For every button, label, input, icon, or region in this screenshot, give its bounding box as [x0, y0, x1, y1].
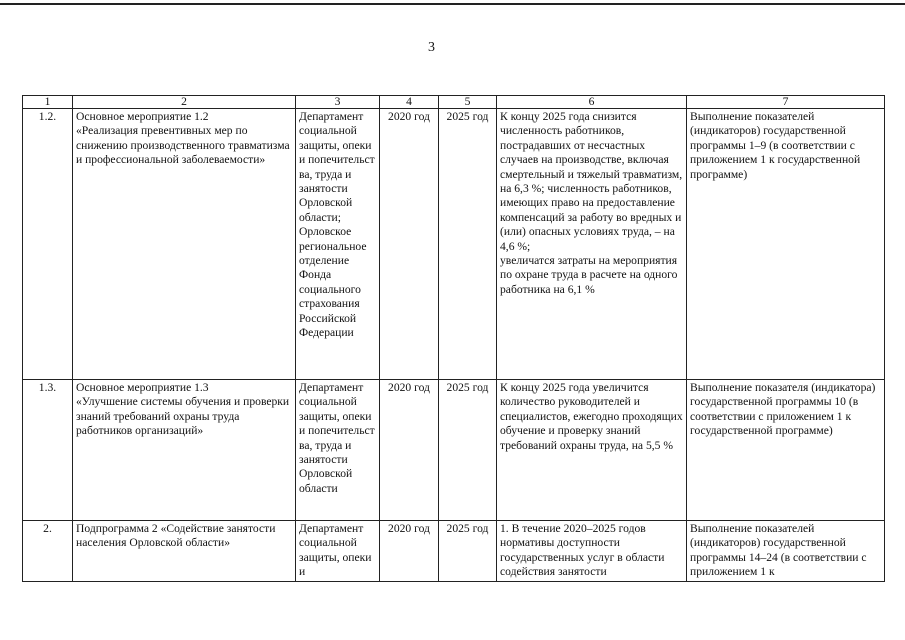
header-cell-4: 4	[380, 96, 439, 109]
end-year: 2025 год	[439, 380, 497, 521]
table-row	[23, 380, 885, 521]
row-number: 2.	[23, 521, 73, 582]
page-number: 3	[428, 40, 435, 55]
row-number: 1.3.	[23, 380, 73, 521]
start-year: 2020 год	[380, 380, 439, 521]
end-year: 2025 год	[439, 109, 497, 380]
header-cell-5: 5	[439, 96, 497, 109]
table-row	[23, 521, 885, 582]
program-table	[22, 95, 885, 582]
responsible-executor: Департамент социальной защиты, опеки и попечительст ва, труда и занятости Орловской области	[296, 380, 380, 521]
table-row	[23, 109, 885, 380]
expected-result: 1. В течение 2020–2025 годов нормативы доступности государственных услуг в области содействия занятости	[497, 521, 687, 582]
expected-result: К концу 2025 года увеличится количество руководителей и специалистов, ежегодно проходящих обучение и проверку знаний требований охраны труда, на 5,5 %	[497, 380, 687, 521]
row-number: 1.2.	[23, 109, 73, 380]
responsible-executor: Департамент социальной защиты, опеки и попечительст ва, труда и занятости Орловской области; Орловское региональное отделение Фонда социального страхования Российской Федерации	[296, 109, 380, 380]
top-rule	[0, 3, 905, 5]
header-cell-6: 6	[497, 96, 687, 109]
activity-name: Основное мероприятие 1.2 «Реализация превентивных мер по снижению производственного травматизма и профессиональной заболеваемости»	[73, 109, 296, 380]
indicators-link: Выполнение показателей (индикаторов) государственной программы 1–9 (в соответствии с приложением 1 к государственной программе)	[687, 109, 885, 380]
activity-name: Подпрограмма 2 «Содействие занятости населения Орловской области»	[73, 521, 296, 582]
start-year: 2020 год	[380, 109, 439, 380]
header-cell-3: 3	[296, 96, 380, 109]
header-row	[23, 96, 885, 109]
indicators-link: Выполнение показателя (индикатора) государственной программы 10 (в соответствии с приложением 1 к государственной программе)	[687, 380, 885, 521]
indicators-link: Выполнение показателей (индикаторов) государственной программы 14–24 (в соответствии с приложением 1 к	[687, 521, 885, 582]
header-cell-2: 2	[73, 96, 296, 109]
end-year: 2025 год	[439, 521, 497, 582]
activity-name: Основное мероприятие 1.3 «Улучшение системы обучения и проверки знаний требований охраны труда работников организаций»	[73, 380, 296, 521]
header-cell-7: 7	[687, 96, 885, 109]
header-cell-1: 1	[23, 96, 73, 109]
responsible-executor: Департамент социальной защиты, опеки и	[296, 521, 380, 582]
expected-result: К концу 2025 года снизится численность работников, пострадавших от несчастных случаев на производстве, включая смертельный и тяжелый травматизм, на 6,3 %; численность работников, имеющих право на предоставление компенсаций за работу во вредных и (или) опасных условиях труда, – на 4,6 %; увеличатся затраты на мероприятия по охране труда в расчете на одного работника на 6,1 %	[497, 109, 687, 380]
start-year: 2020 год	[380, 521, 439, 582]
